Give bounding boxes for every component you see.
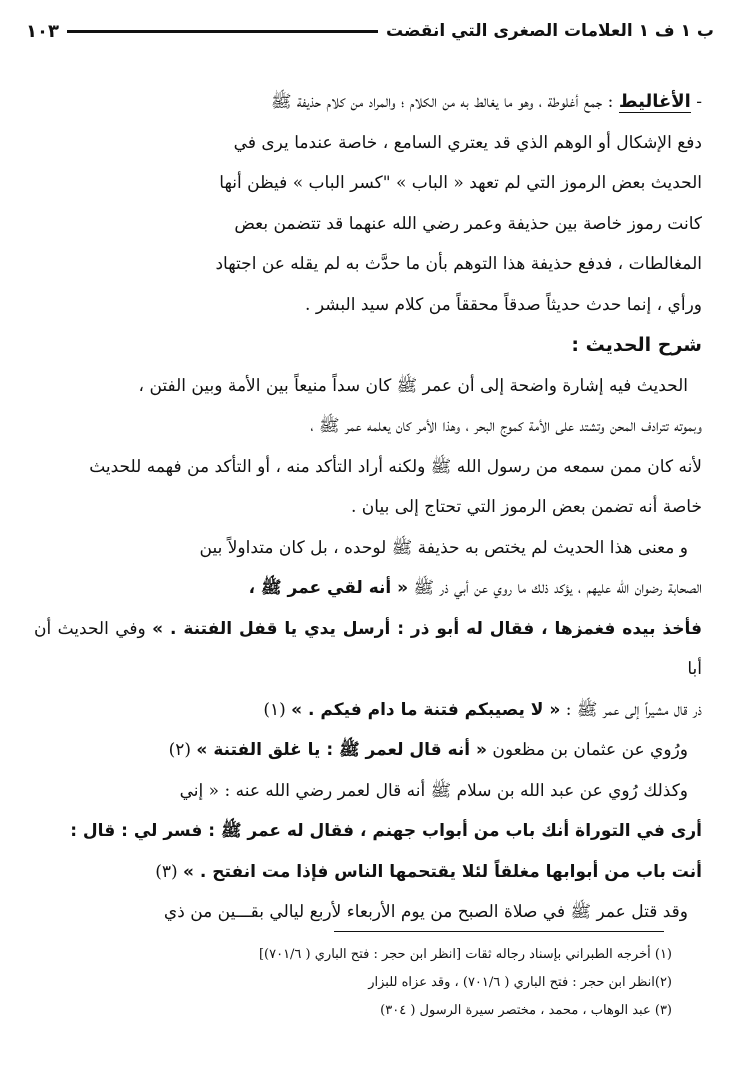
uthman-quote: « أنه قال لعمر ﷺ : يا غلق الفتنة » [196,740,487,760]
qatl-line-1: وقد قتل عمر ﷺ في صلاة الصبح من يوم الأربعاء لأربع ليالي بقـــين من ذي [163,902,688,922]
footnote-1: (١) أخرجه الطبراني بإسناد رجاله ثقات [انظر ابن حجر : فتح الباري ( ٧٠١/٦)] [258,947,672,962]
footnote-3: (٣) عبد الوهاب ، محمد ، مختصر سيرة الرسول ( ٣٠٤) [380,1003,672,1018]
header-title: ب ١ ف ١ العلامات الصغرى التي انقضت [385,21,714,41]
footnote-divider [334,931,664,932]
footnote-ref-1: (١) [263,699,292,720]
intro-line-6: ورأي ، إنما حدث حديثاً صدقاً محققاً من كلام سيد البشر . [305,294,702,315]
term-aghalit: الأغاليط [618,91,691,112]
sharh-line-3: لأنه كان ممن سمعه من رسول الله ﷺ ولكنه أراد التأكد منه ، أو التأكد من فهمه للحديث [89,456,702,477]
sharh-line-1: الحديث فيه إشارة واضحة إلى أن عمر ﷺ كان سداً منيعاً بين الأمة وبين الفتن ، [138,375,688,396]
maana-line-1: و معنى هذا الحديث لم يختص به حذيفة ﷺ لوحده ، بل كان متداولاً بين [199,537,688,558]
maana-line-3-b: وفي الحديث أن أبا [34,618,702,679]
intro-line-5: المغالطات ، فدفع حذيفة هذا التوهم بأن ما حدَّث به لم يقله عن اجتهاد [215,254,702,274]
intro-line-1: - الأغاليط : جمع أغلوطة ، وهو ما يغالط به من الكلام ؛ والمراد من كلام حذيفة ﷺ [270,91,702,112]
intro-line-3: الحديث بعض الرموز التي لم تعهد « الباب » "كسر الباب » فيظن أنها [219,173,702,193]
footnote-ref-3: (٣) [155,861,184,882]
salam-line-1: وكذلك رُوي عن عبد الله بن سلام ﷺ أنه قال لعمر رضي الله عنه : « إني [179,780,688,801]
uthman-line-a: ورُوي عن عثمان بن مظعون [487,740,688,760]
maana-line-3 [34,609,702,690]
footnotes [60,941,672,1025]
sharh-line-2: وبموته تترادف المحن وتشتد على الأمة كموج البحر ، وهذا الأمر كان يعلمه عمر ﷺ ، [310,416,702,436]
maana-line-2-a: الصحابة رضوان الله عليهم ، يؤكد ذلك ما روي عن أبي ذر ﷺ [408,578,702,598]
salam-quote-end: أنت باب من أبوابها مغلقاً لئلا يقتحمها الناس فإذا مت انفتح . » [183,861,702,882]
page-body [34,82,702,933]
uthman-line [34,730,702,771]
footnote-ref-2: (٢) [168,740,197,760]
maana-line-4-a: ذر قال مشيراً إلى عمر ﷺ : [560,699,702,720]
maana-line-4 [34,690,702,731]
intro-line-2: دفع الإشكال أو الوهم الذي قد يعتري السامع ، خاصة عندما يرى في [233,132,702,153]
footnote-2: (٢)انظر ابن حجر : فتح الباري ( ٧٠١/٦) ، وقد عزاه للبزار [368,975,672,990]
sharh-heading: شرح الحديث : [571,334,702,356]
intro-line-4: كانت رموز خاصة بين حذيفة وعمر رضي الله عنهما قد تتضمن بعض [234,213,702,234]
header-rule [67,30,378,33]
maana-line-2 [34,568,702,609]
maana-quote-1: « أنه لقي عمر ﷺ ، [248,578,409,598]
page-number: ١٠٣ [26,20,59,42]
maana-quote-2: فأخذ بيده فغمزها ، فقال له أبو ذر : أرسل يدي يا قفل الفتنة . » [152,618,702,639]
sharh-line-4: خاصة أنه تضمن بعض الرموز التي تحتاج إلى بيان . [350,497,702,517]
maana-quote-3: « لا يصيبكم فتنة ما دام فيكم . » [291,699,561,720]
running-header [26,14,714,48]
salam-line-2: أرى في التوراة أنك باب من أبواب جهنم ، فقال له عمر ﷺ : فسر لي : قال : [70,821,702,841]
intro-line-1-rest: : جمع أغلوطة ، وهو ما يغالط به من الكلام ؛ والمراد من كلام حذيفة ﷺ [270,92,614,112]
salam-line-3 [34,852,702,893]
